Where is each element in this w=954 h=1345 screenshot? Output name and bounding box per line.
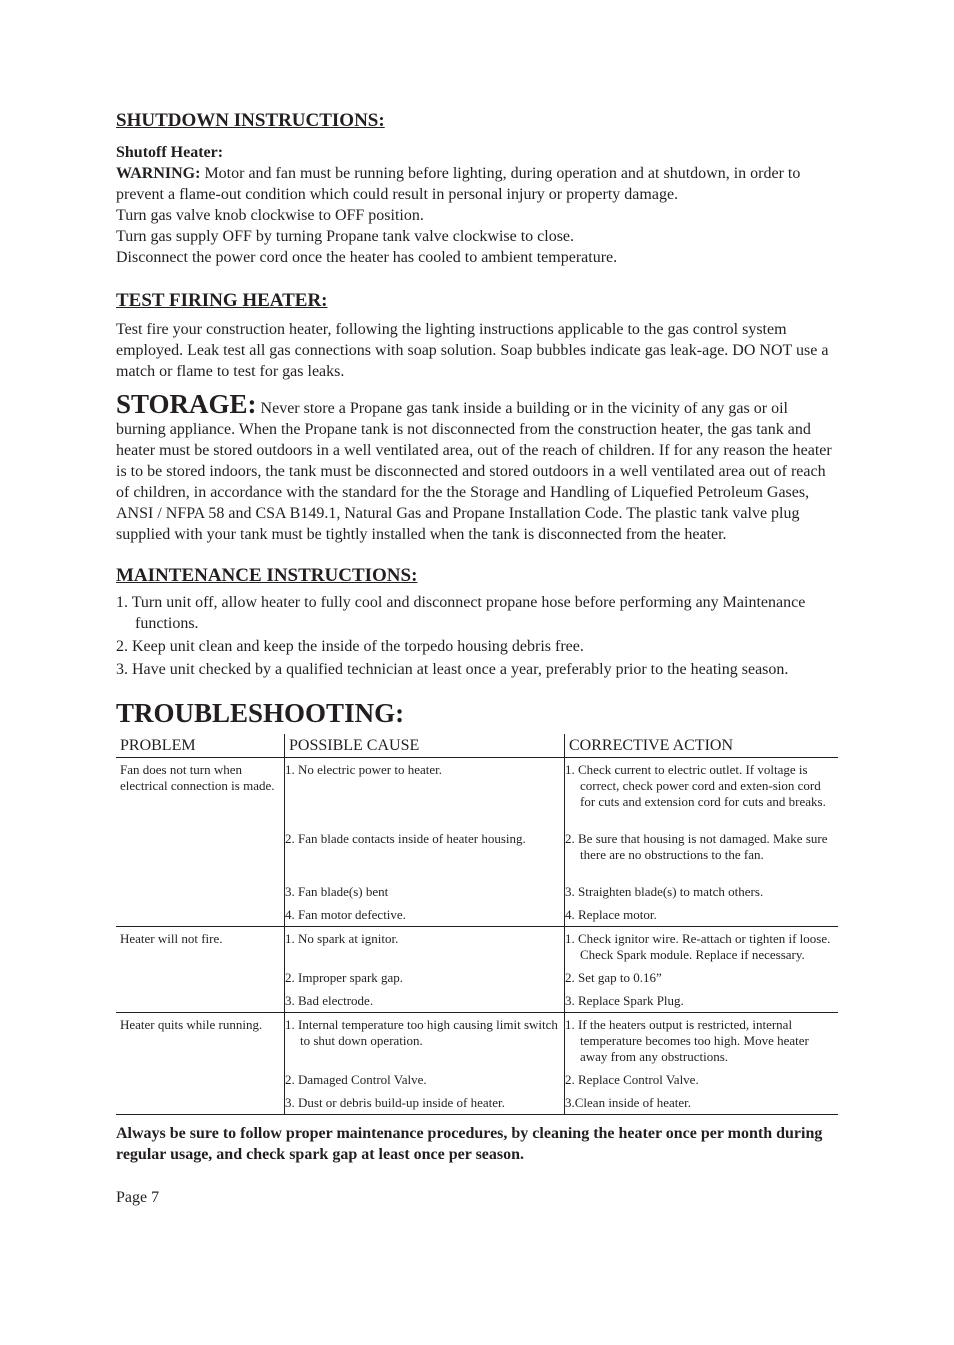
shutdown-line: Turn gas supply OFF by turning Propane tank valve clockwise to close. <box>116 228 575 245</box>
maintenance-heading: MAINTENANCE INSTRUCTIONS: <box>116 565 418 586</box>
shutdown-heading: SHUTDOWN INSTRUCTIONS: <box>116 110 385 131</box>
action-cell: 1. If the heaters output is restricted, internal temperature becomes too high. Move heater away from any obstructions. <box>565 1013 839 1069</box>
manual-page <box>116 108 840 1208</box>
list-item: 2. Keep unit clean and keep the inside of the torpedo housing debris free. <box>116 638 584 655</box>
cause-cell: 1. No spark at ignitor. <box>285 927 565 967</box>
action-cell: 2. Be sure that housing is not damaged. Make sure there are no obstructions to the fan. <box>565 827 839 880</box>
cause-cell: 3. Bad electrode. <box>285 989 565 1013</box>
problem-cell: Heater quits while running. <box>116 1013 285 1115</box>
shutoff-subheading: Shutoff Heater: <box>116 144 224 161</box>
col-problem: PROBLEM <box>116 734 285 758</box>
list-item: 1. Turn unit off, allow heater to fully cool and disconnect propane hose before performing any Maintenance functions. <box>116 594 806 632</box>
cause-cell: 1. Internal temperature too high causing limit switch to shut down operation. <box>285 1013 565 1069</box>
table-row <box>116 1013 838 1069</box>
action-cell: 1. Check current to electric outlet. If voltage is correct, check power cord and exten-sion cord for cuts and extension cord for cuts and breaks. <box>565 758 839 828</box>
shutdown-line: Turn gas valve knob clockwise to OFF position. <box>116 207 424 224</box>
maintenance-note: Always be sure to follow proper maintenance procedures, by cleaning the heater once per month during regular usage, and check spark gap at least once per season. <box>116 1125 823 1163</box>
action-cell: 2. Replace Control Valve. <box>565 1068 839 1091</box>
table-row <box>116 758 838 828</box>
action-cell: 3. Straighten blade(s) to match others. <box>565 880 839 903</box>
storage-text: Never store a Propane gas tank inside a building or in the vicinity of any gas or oil burning appliance. When the Propane tank is not disconnected from the construction heater, the gas tank and heater must be stored outdoors in a well ventilated area, out of the reach of children. If for any reason the heater is to be stored indoors, the tank must be disconnected and stored outdoors in a well ventilated area out of reach of children, in accordance with the standard for the the Storage and Handling of Liquefied Petroleum Gases, ANSI / NFPA 58 and CSA B149.1, Natural Gas and Propane Installation Code. The plastic tank valve plug supplied with your tank must be tightly installed when the tank is disconnected from the heater. <box>116 400 832 543</box>
cause-cell: 2. Fan blade contacts inside of heater housing. <box>285 827 565 880</box>
action-cell: 3. Replace Spark Plug. <box>565 989 839 1013</box>
test-firing-heading: TEST FIRING HEATER: <box>116 290 328 311</box>
warning-text: Motor and fan must be running before lighting, during operation and at shutdown, in order to prevent a flame-out condition which could result in personal injury or property damage. <box>116 165 801 203</box>
storage-heading: STORAGE: <box>116 389 257 419</box>
col-possible-cause: POSSIBLE CAUSE <box>285 734 565 758</box>
test-firing-text: Test fire your construction heater, following the lighting instructions applicable to the gas control system employed. Leak test all gas connections with soap solution. Soap bubbles indicate gas leak-age. DO NOT use a match or flame to test for gas leaks. <box>116 321 829 380</box>
table-header-row <box>116 734 838 758</box>
page-number: Page 7 <box>116 1189 160 1206</box>
problem-cell: Heater will not fire. <box>116 927 285 1013</box>
shutdown-warning <box>116 163 840 205</box>
col-corrective-action: CORRECTIVE ACTION <box>565 734 839 758</box>
problem-cell: Fan does not turn when electrical connection is made. <box>116 758 285 927</box>
troubleshooting-heading: TROUBLESHOOTING: <box>116 698 405 728</box>
troubleshooting-table <box>116 734 838 1115</box>
maintenance-list <box>116 592 840 680</box>
action-cell: 4. Replace motor. <box>565 903 839 927</box>
cause-cell: 2. Damaged Control Valve. <box>285 1068 565 1091</box>
cause-cell: 4. Fan motor defective. <box>285 903 565 927</box>
action-cell: 2. Set gap to 0.16” <box>565 966 839 989</box>
table-row <box>116 927 838 967</box>
action-cell: 3.Clean inside of heater. <box>565 1091 839 1115</box>
cause-cell: 3. Dust or debris build-up inside of heater. <box>285 1091 565 1115</box>
cause-cell: 3. Fan blade(s) bent <box>285 880 565 903</box>
warning-label: WARNING: <box>116 165 201 182</box>
storage-paragraph <box>116 390 840 545</box>
cause-cell: 1. No electric power to heater. <box>285 758 565 828</box>
shutdown-line: Disconnect the power cord once the heater has cooled to ambient temperature. <box>116 249 618 266</box>
list-item: 3. Have unit checked by a qualified technician at least once a year, preferably prior to the heating season. <box>116 661 789 678</box>
cause-cell: 2. Improper spark gap. <box>285 966 565 989</box>
action-cell: 1. Check ignitor wire. Re-attach or tighten if loose. Check Spark module. Replace if necessary. <box>565 927 839 967</box>
